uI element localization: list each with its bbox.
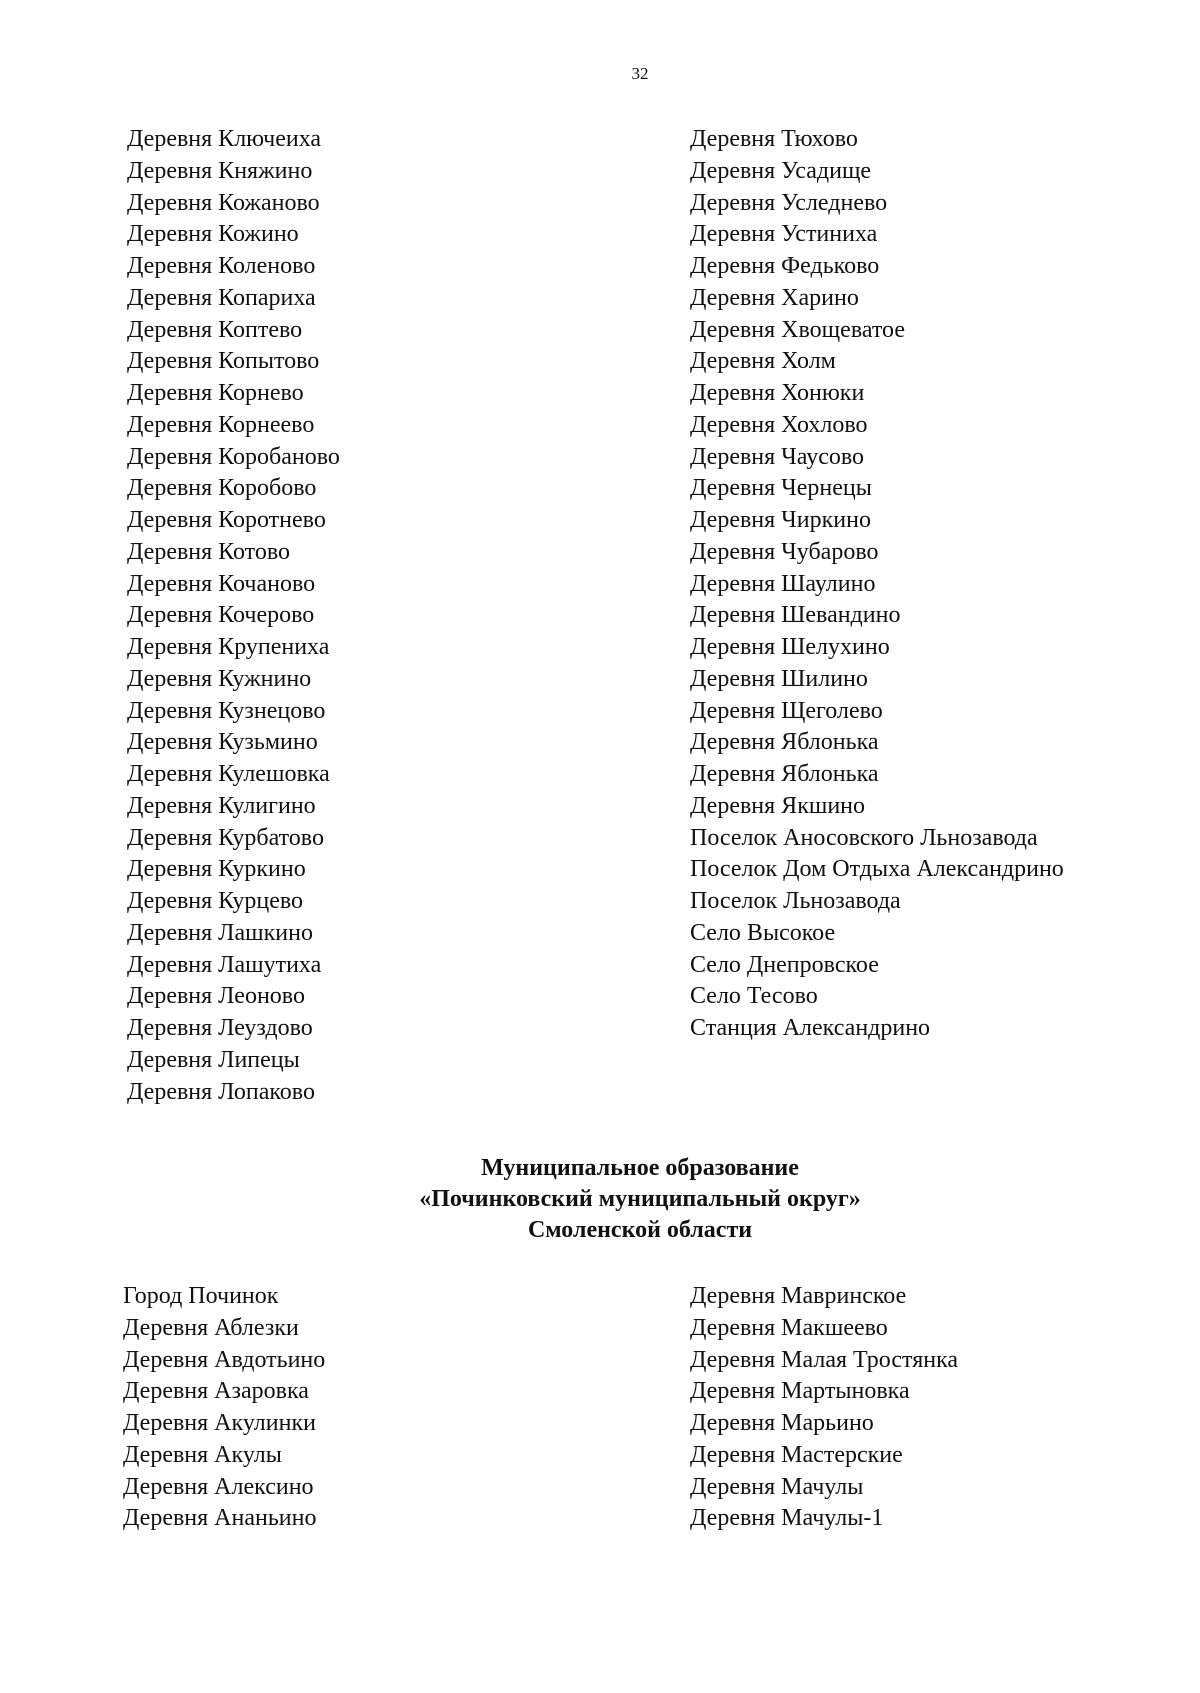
list-item: Деревня Лопаково xyxy=(127,1078,315,1105)
list-item: Село Тесово xyxy=(690,983,818,1010)
list-item: Деревня Чернецы xyxy=(690,475,872,502)
list-item: Деревня Леоново xyxy=(127,983,305,1010)
section2-left-column xyxy=(123,1281,325,1535)
section1-right-column xyxy=(690,124,1064,1045)
page-number: 32 xyxy=(631,64,649,83)
list-item: Деревня Чаусово xyxy=(690,443,865,470)
list-item: Деревня Макшеево xyxy=(690,1314,888,1341)
list-item: Деревня Курцево xyxy=(127,888,304,914)
list-item: Город Починок xyxy=(123,1283,279,1309)
list-item: Деревня Коптево xyxy=(127,316,303,343)
list-item: Деревня Лашутиха xyxy=(127,951,322,978)
list-item: Деревня Куркино xyxy=(127,856,306,883)
list-item: Деревня Кожаново xyxy=(127,189,320,216)
list-item: Деревня Котово xyxy=(127,538,291,565)
list-item: Деревня Уследнево xyxy=(690,189,888,216)
list-item: Деревня Тюхово xyxy=(690,126,858,152)
list-item: Деревня Алексино xyxy=(123,1473,314,1500)
list-item: Деревня Крупениха xyxy=(127,634,330,660)
list-item: Деревня Яблонька xyxy=(690,761,879,787)
list-item: Деревня Корнево xyxy=(127,380,304,406)
list-item: Деревня Марьино xyxy=(690,1410,874,1436)
heading-line-1: Муниципальное образование xyxy=(481,1155,799,1181)
list-item: Деревня Шаулино xyxy=(690,570,876,597)
list-item: Деревня Леуздово xyxy=(127,1015,313,1041)
list-item: Деревня Курбатово xyxy=(127,824,324,851)
list-item: Деревня Коленово xyxy=(127,253,316,279)
list-item: Деревня Мастерские xyxy=(690,1441,903,1468)
list-item: Деревня Чиркино xyxy=(690,507,871,533)
list-item: Село Днепровское xyxy=(690,951,879,978)
list-item: Деревня Азаровка xyxy=(123,1378,309,1405)
list-item: Деревня Мавринское xyxy=(690,1283,907,1309)
list-item: Деревня Щеголево xyxy=(690,697,883,724)
list-item: Деревня Малая Тростянка xyxy=(690,1346,959,1373)
list-item: Деревня Корнеево xyxy=(127,411,315,438)
list-item: Деревня Холм xyxy=(690,348,836,375)
list-item: Деревня Харино xyxy=(690,284,859,311)
list-item: Деревня Кузьмино xyxy=(127,729,318,756)
list-item: Станция Александрино xyxy=(690,1015,931,1041)
list-item: Поселок Льнозавода xyxy=(690,888,901,914)
list-item: Деревня Устиниха xyxy=(690,221,878,248)
list-item: Деревня Акулы xyxy=(123,1441,282,1468)
list-item: Деревня Княжино xyxy=(127,157,313,184)
list-item: Деревня Копытово xyxy=(127,348,320,375)
list-item: Деревня Шелухино xyxy=(690,634,890,660)
list-item: Деревня Кузнецово xyxy=(127,697,326,724)
list-item: Деревня Коробаново xyxy=(127,443,340,470)
list-item: Деревня Шилино xyxy=(690,665,868,692)
list-item: Деревня Усадище xyxy=(690,157,872,184)
list-item: Деревня Федьково xyxy=(690,253,880,279)
list-item: Село Высокое xyxy=(690,919,836,946)
list-item: Деревня Чубарово xyxy=(690,538,879,565)
list-item: Деревня Шевандино xyxy=(690,602,901,629)
list-item: Деревня Кочаново xyxy=(127,570,316,597)
list-item: Деревня Коротнево xyxy=(127,507,326,533)
list-item: Деревня Хохлово xyxy=(690,411,868,438)
list-item: Деревня Кулешовка xyxy=(127,761,330,787)
section1-left-column xyxy=(127,124,340,1108)
list-item: Деревня Кулигино xyxy=(127,792,316,819)
list-item: Деревня Липецы xyxy=(127,1046,300,1073)
list-item: Деревня Акулинки xyxy=(123,1410,316,1436)
list-item: Деревня Кожино xyxy=(127,221,299,248)
list-item: Деревня Копариха xyxy=(127,284,316,311)
list-item: Деревня Ключеиха xyxy=(127,126,322,152)
list-item: Поселок Дом Отдыха Александрино xyxy=(690,856,1064,883)
list-item: Деревня Якшино xyxy=(690,792,866,819)
list-item: Деревня Хонюки xyxy=(690,380,865,406)
list-item: Деревня Яблонька xyxy=(690,729,879,756)
list-item: Деревня Лашкино xyxy=(127,919,313,946)
list-item: Деревня Коробово xyxy=(127,475,317,502)
list-item: Деревня Кужнино xyxy=(127,665,312,692)
list-item: Деревня Мачулы-1 xyxy=(690,1505,884,1532)
list-item: Деревня Авдотьино xyxy=(123,1346,326,1373)
list-item: Деревня Аблезки xyxy=(123,1314,299,1341)
section-heading xyxy=(0,1153,1200,1246)
list-item: Поселок Аносовского Льнозавода xyxy=(690,824,1038,851)
list-item: Деревня Ананьино xyxy=(123,1505,317,1532)
list-item: Деревня Хвощеватое xyxy=(690,316,905,343)
heading-line-3: Смоленской области xyxy=(527,1217,753,1243)
section2-right-column xyxy=(690,1281,958,1535)
list-item: Деревня Мачулы xyxy=(690,1473,864,1500)
list-item: Деревня Кочерово xyxy=(127,602,315,629)
list-item: Деревня Мартыновка xyxy=(690,1378,910,1405)
heading-line-2: «Починковский муниципальный округ» xyxy=(419,1186,861,1212)
